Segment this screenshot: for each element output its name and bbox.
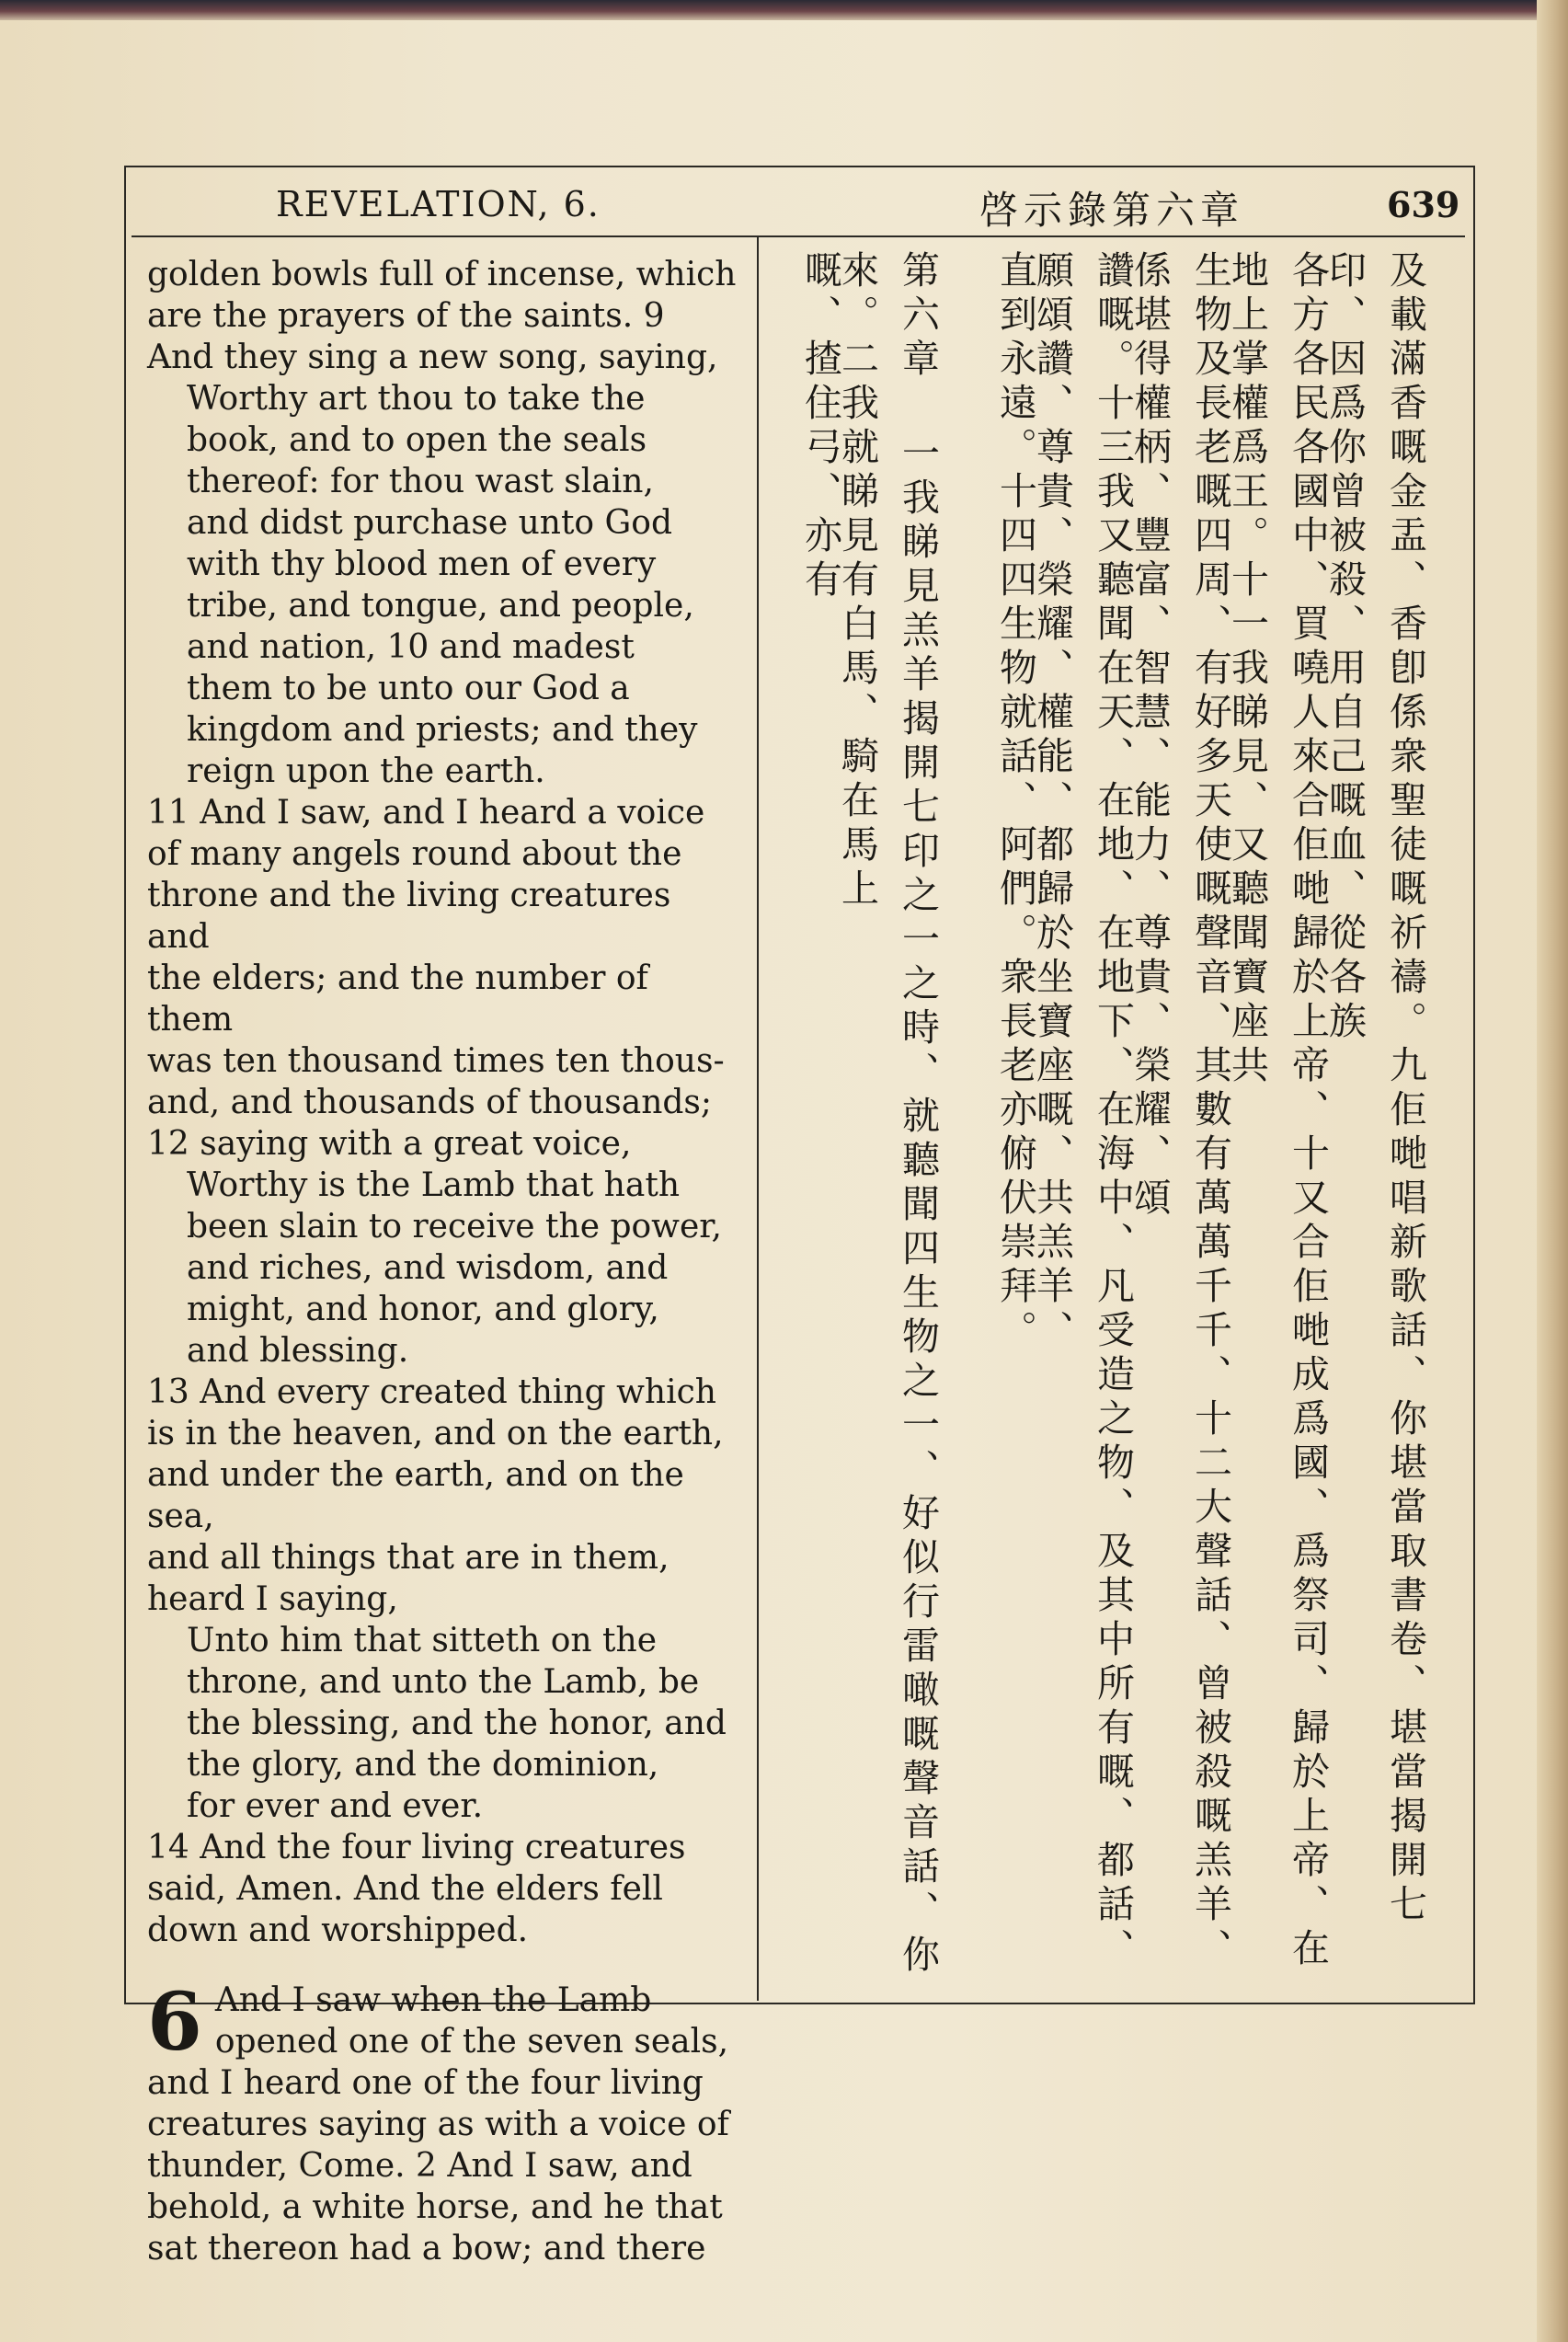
english-line: them to be unto our God a — [187, 670, 630, 707]
english-line: tribe, and tongue, and people, — [187, 587, 694, 625]
chapter-line: And I saw when the Lamb — [214, 1981, 652, 2019]
english-line: and didst purchase unto God — [187, 504, 673, 542]
chapter-line: opened one of the seven seals, — [214, 2023, 729, 2061]
column-divider — [757, 235, 759, 2001]
page-right-edge — [1537, 0, 1568, 2342]
chapter-line: and I heard one of the four living — [147, 2064, 704, 2102]
chinese-text-column-4: 讚嘅。十三我又聽聞在天、在地、在地下、在海中、凡受造之物、及其中所有嘅、都話、願頌讚、尊貴、榮耀、權能、都歸於坐寶座嘅、共羔羊、 — [1030, 250, 1135, 1972]
running-head-english: REVELATION, 6. — [276, 184, 601, 224]
english-line: with thy blood men of every — [187, 545, 657, 583]
english-line: kingdom and priests; and they — [187, 711, 698, 749]
chapter-line: creatures saying as with a voice of — [147, 2106, 729, 2143]
english-line: thereof: for thou wast slain, — [187, 463, 654, 500]
chinese-text-column-1: 及載滿香嘅金盂、香卽係衆聖徒嘅祈禱。九佢哋唱新歌話、你堪當取書卷、堪當揭開七印、因爲你曾被殺、用自己嘅血、從各族 — [1322, 250, 1427, 1928]
english-line: And they sing a new song, saying, — [147, 339, 718, 376]
running-head-chinese: 啓示錄第六章 — [979, 188, 1245, 233]
english-line: golden bowls full of incense, which — [147, 256, 737, 293]
english-line: and under the earth, and on the sea, — [147, 1456, 684, 1535]
page-top-edge — [0, 0, 1568, 20]
chinese-text-column — [773, 250, 1458, 1998]
english-line: 11 And I saw, and I heard a voice — [147, 794, 705, 832]
english-line: are the prayers of the saints. 9 — [147, 297, 665, 335]
english-line: reign upon the earth. — [187, 752, 545, 790]
chinese-text-column-5: 直到永遠。十四四生物就話、阿們。衆長老亦俯伏崇拜。 — [993, 250, 1037, 1354]
english-line: heard I saying, — [147, 1580, 398, 1618]
english-line: 12 saying with a great voice, — [147, 1125, 632, 1163]
english-line: might, and honor, and glory, — [187, 1291, 659, 1328]
page-number: 639 — [1387, 184, 1460, 225]
header-rule — [132, 235, 1465, 237]
english-line: been slain to receive the power, — [187, 1208, 722, 1246]
english-line: and riches, and wisdom, and — [187, 1249, 669, 1287]
english-line: throne, and unto the Lamb, be — [187, 1663, 700, 1701]
chinese-text-column-3: 生物及長老嘅四周、有好多天使嘅聲音、其數有萬萬千千、十二大聲話、曾被殺嘅羔羊、係堪得權柄、豐富、智慧、能力、尊貴、榮耀、頌 — [1127, 250, 1232, 1972]
chapter-number-dropcap: 6 — [147, 1976, 202, 2069]
english-line: book, and to open the seals — [187, 421, 647, 459]
english-line: and blessing. — [187, 1332, 409, 1370]
chapter-line: thunder, Come. 2 And I saw, and — [147, 2147, 692, 2185]
english-line: is in the heaven, and on the earth, — [147, 1415, 724, 1452]
english-line: 13 And every created thing which — [147, 1373, 716, 1411]
chinese-text-column-7: 嘅、揸住弓、亦有 — [798, 250, 842, 603]
english-line: of many angels round about the — [147, 835, 682, 873]
english-line: said, Amen. And the elders fell — [147, 1870, 663, 1908]
english-line: Worthy art thou to take the — [187, 380, 646, 418]
english-line: throne and the living creatures and — [147, 877, 671, 956]
english-line: for ever and ever. — [187, 1787, 484, 1825]
english-line: and all things that are in them, — [147, 1539, 670, 1577]
chapter-6-opening — [147, 1976, 740, 2269]
english-line: and, and thousands of thousands; — [147, 1084, 713, 1121]
english-line: Worthy is the Lamb that hath — [187, 1166, 681, 1204]
english-line: the blessing, and the honor, and — [187, 1705, 727, 1742]
english-line: the glory, and the dominion, — [187, 1746, 659, 1784]
english-line: the elders; and the number of them — [147, 959, 648, 1039]
chinese-text-column-6: 第六章 一我睇見羔羊揭開七印之一之時、就聽聞四生物之一、好似行雷噉嘅聲音話、你來。二我就睇見有白馬、騎在馬上 — [835, 250, 940, 1979]
english-line: was ten thousand times ten thous- — [147, 1042, 725, 1080]
chapter-opening-lines — [147, 1976, 740, 2269]
chinese-text-column-2: 各方各民各國中、買嘵人來合佢哋歸於上帝、十又合佢哋成爲國、爲祭司、歸於上帝、在地上掌權爲王。十一我睇見、又聽聞寶座共 — [1225, 250, 1330, 1972]
english-line: Unto him that sitteth on the — [187, 1622, 657, 1659]
chapter-line: sat thereon had a bow; and there — [147, 2230, 706, 2267]
chapter-line: behold, a white horse, and he that — [147, 2188, 723, 2226]
english-line: 14 And the four living creatures — [147, 1829, 686, 1866]
english-line: down and worshipped. — [147, 1911, 529, 1949]
english-line: and nation, 10 and madest — [187, 628, 635, 666]
english-text-column — [147, 254, 740, 2269]
english-verse-lines — [147, 254, 740, 1951]
